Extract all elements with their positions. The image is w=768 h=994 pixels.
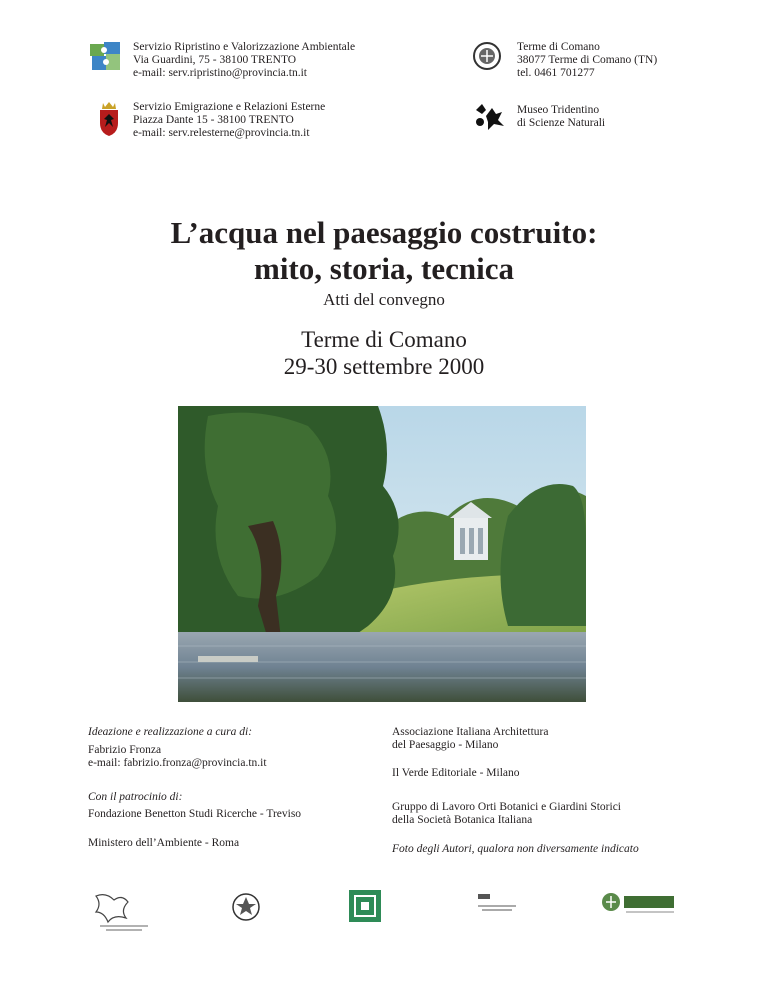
terme-comano-seal-icon: [472, 40, 502, 77]
trento-eagle-crest-icon: [97, 101, 121, 142]
office-email[interactable]: e-mail: serv.relesterne@provincia.tn.it: [133, 127, 310, 139]
main-title: [0, 215, 768, 287]
patron-benetton: Fondazione Benetton Studi Ricerche - Treviso: [88, 808, 302, 820]
provincia-puzzle-logo: [88, 40, 124, 79]
header-left-2: [133, 101, 325, 140]
museo-tridentino-logo-icon: [474, 102, 506, 137]
office-email[interactable]: e-mail: serv.ripristino@provincia.tn.it: [133, 67, 307, 79]
italian-republic-emblem-icon: [231, 891, 261, 928]
org-address: 38077 Terme di Comano (TN): [517, 54, 658, 66]
author-email[interactable]: e-mail: fabrizio.fronza@provincia.tn.it: [88, 757, 267, 769]
org-name: Terme di Comano: [517, 41, 600, 53]
office-address: Via Guardini, 75 - 38100 TRENTO: [133, 54, 297, 66]
org-gruppo-lavoro: Gruppo di Lavoro Orti Botanici e Giardini Storici: [392, 801, 621, 813]
org-subname: di Scienze Naturali: [517, 117, 606, 129]
title-line-1: L’acqua nel paesaggio costruito:: [170, 215, 598, 250]
ideazione-label: Ideazione e realizzazione a cura di:: [88, 726, 253, 738]
credits-right: [392, 726, 639, 856]
org-societa-botanica: della Società Botanica Italiana: [392, 814, 533, 826]
dates: 29-30 settembre 2000: [283, 354, 485, 379]
office-name: Servizio Ripristino e Valorizzazione Ambientale: [133, 41, 356, 53]
verde-editoriale-logo: [476, 892, 518, 917]
office-name: Servizio Emigrazione e Relazioni Esterne: [133, 101, 326, 113]
office-address: Piazza Dante 15 - 38100 TRENTO: [133, 114, 294, 126]
venue: Terme di Comano: [301, 327, 467, 352]
venue-dates: [0, 326, 768, 380]
photo-credit-note: Foto degli Autori, qualora non diversamente indicato: [392, 843, 639, 855]
cover-photo-lake-temple: [178, 406, 586, 702]
org-name: Museo Tridentino: [517, 104, 600, 116]
org-phone: tel. 0461 701277: [517, 67, 595, 79]
patrocinio-label: Con il patrocinio di:: [88, 791, 183, 803]
header-right-2: [517, 104, 605, 130]
org-aiapp: Associazione Italiana Architettura: [392, 726, 549, 738]
green-square-logo-icon: [349, 890, 381, 927]
title-line-2: mito, storia, tecnica: [254, 251, 514, 286]
patron-ministero: Ministero dell’Ambiente - Roma: [88, 837, 240, 849]
org-verde-editoriale: Il Verde Editoriale - Milano: [392, 767, 520, 779]
header-right-1: [517, 41, 657, 80]
header-left-1: [133, 41, 355, 80]
org-aiapp-city: del Paesaggio - Milano: [392, 739, 499, 751]
author-name: Fabrizio Fronza: [88, 744, 162, 756]
credits-left: [88, 726, 301, 850]
horti-logo: [600, 892, 678, 921]
subtitle: Atti del convegno: [323, 290, 445, 309]
benetton-foundation-logo: [92, 890, 152, 937]
